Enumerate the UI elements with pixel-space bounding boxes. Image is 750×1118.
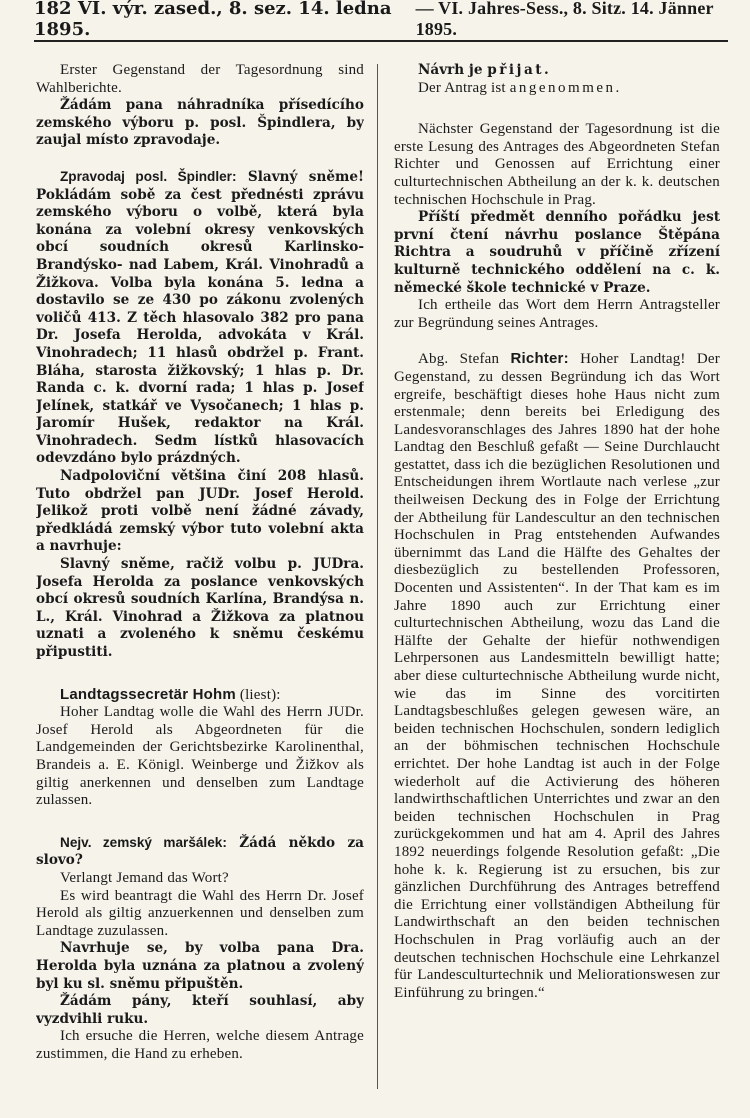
- paragraph: Ich ersuche die Herren, welche diesem Antrage zustimmen, die Hand zu erheben.: [36, 1028, 364, 1062]
- paragraph: Navrhuje se, by volba pana Dra. Herolda byla uznána za platnou a zvolený byl ku sl. sněmu připuštěn.: [36, 940, 364, 992]
- speaker-name: Richter:: [510, 350, 569, 368]
- paragraph: Nadpoloviční většina činí 208 hlasů. Tuto obdržel pan JUDr. Josef Herold. Jelikož proti volbě není žádné závady, předkládá zemský výbor tuto volební akta a navrhuje:: [36, 468, 364, 555]
- speaker-name: Zpravodaj posl. Špindler:: [60, 168, 237, 184]
- paragraph: Nächster Gegenstand der Tagesordnung ist die erste Lesung des Antrages des Abgeordneten Stefan Richter und Genossen auf Errichtung einer culturtechnischen Abtheilung an der k. k. deutschen technischen Hochschule in Prag.: [394, 121, 720, 208]
- paragraph: Hoher Landtag wolle die Wahl des Herrn JUDr. Josef Herold als Abgeordneten für die Landgemeinden der Gerichtsbezirke Karolinenthal, Brandeis a. E. Königl. Weinberge und Žižkov als giltig anerkennen und denselben zum Landtage zulassen.: [36, 704, 364, 809]
- header-czech: 182 VI. výr. zased., 8. sez. 14. ledna 1895.: [34, 0, 392, 40]
- motion-result-czech: Návrh je přijat.: [418, 62, 552, 78]
- paragraph: Ich ertheile das Wort dem Herrn Antragsteller zur Begründung seines Antrages.: [394, 297, 720, 331]
- speech-text: Žádá někdo za slovo?: [36, 834, 364, 869]
- header-german: — VI. Jahres-Sess., 8. Sitz. 14. Jänner 1895.: [415, 0, 714, 39]
- motion-result-german: Der Antrag ist angenommen.: [418, 79, 622, 96]
- paragraph: Žádám pány, kteří souhlasí, aby vyzdvihli ruku.: [36, 993, 364, 1027]
- speech-text: Hoher Landtag! Der Gegenstand, zu dessen Begründung ich das Wort ergreife, beschäftigt dieses hohe Haus nicht zum erstenmale; denn bereits bei Erledigung des Landesvoranschlages des Jahres 1890 hat der hohe Landtag den Beschluß gefaßt — Seine Durchlaucht gestattet, dass ich die bezüglichen Resolutionen und Entscheidungen ihrem Wortlaute nach verlese „zur theilweisen Deckung des in Folge der Errichtung der Abtheilung für Landescultur an den technischen Hochschulen in Prag entstehenden Aufwandes übernimmt das Land die Hälfte des Gehaltes der diesbezüglich zu bestellenden Professoren, Docenten und Assistenten“. In der That kam es im Jahre 1890 auch zur Errichtung einer culturtechnischen Abtheilung, wozu das Land die Hälfte der Gehalte der hiefür nothwendigen Lehrpersonen aus Landesmitteln bewilligt hatte; aber diese culturtechnische Abtheilung wurde nicht, wie das im Sinne des vorcitirten Landtagsbeschlußes gelegen gewesen wäre, an beiden technischen Hochschulen, sondern lediglich an der böhmischen technischen Hochschule errichtet. Der hohe Landtag ist auch in der Folge wiederholt auf die Activierung des höheren landwirthschaftlichen Unterrichtes und zwar an den beiden technischen Hochschulen in Prag zurückgekommen und hat am 4. April des Jahres 1892 neuerdings folgende Resolution gefaßt: „Die hohe k. k. Regierung ist zu ersuchen, bis zur gänzlichen Durchführung des Antrages betreffend die Errichtung einer vollständigen Abtheilung für Landwirthschaft an den beiden technischen Hochschulen in Prag vorläufig auch an der deutschen technischen Hochschule eine Lehrkanzel für Landesculturtechnik und Meliorationswesen zur Einführung zu bringen.“: [394, 351, 720, 1001]
- speaker-paragraph: Abg. Stefan Richter: Hoher Landtag! Der Gegenstand, zu dessen Begründung ich das Wort ergreife, beschäftigt dieses hohe Haus nicht zum erstenmale; denn bereits bei Erledigung des Landesvoranschlages des Jahres 1890 hat der hohe Landtag den Beschluß gefaßt — Seine Durchlaucht gestattet, dass ich die bezüglichen Resolutionen und Entscheidungen ihrem Wortlaute nach verlese „zur theilweisen Deckung des in Folge der Errichtung der Abtheilung für Landescultur an den technischen Hochschulen in Prag entstehenden Aufwandes übernimmt das Land die Hälfte des Gehaltes der diesbezüglich zu bestellenden Professoren, Docenten und Assistenten“. In der That kam es im Jahre 1890 auch zur Errichtung einer culturtechnischen Abtheilung, wozu das Land die Hälfte der Gehalte der hiefür nothwendigen Lehrpersonen aus Landesmitteln bewilligt hatte; aber diese culturtechnische Abtheilung wurde nicht, wie das im Sinne des vorcitirten Landtagsbeschlußes gelegen gewesen wäre, an beiden technischen Hochschulen, sondern lediglich an der böhmischen technischen Hochschule errichtet. Der hohe Landtag ist auch in der Folge wiederholt auf die Activierung des höheren landwirthschaftlichen Unterrichtes und zwar an den beiden technischen Hochschulen in Prag zurückgekommen und hat am 4. April des Jahres 1892 neuerdings folgende Resolution gefaßt: „Die hohe k. k. Regierung ist zu ersuchen, bis zur gänzlichen Durchführung des Antrages betreffend die Errichtung einer vollständigen Abtheilung für Landwirthschaft an den beiden technischen Hochschulen in Prag vorläufig auch an der deutschen technischen Hochschule eine Lehrkanzel für Landesculturtechnik und Meliorationswesen zur Einführung zu bringen.“: [394, 350, 720, 1001]
- column-divider: [377, 64, 378, 1089]
- speaker-name: Landtagssecretär Hohm: [60, 685, 236, 703]
- stage-direction: (liest):: [235, 686, 281, 703]
- paragraph: Slavný sněme, račiž volbu p. JUDra. Josefa Herolda za poslance venkovských obcí okresů soudních Karlína, Brandýsa n. L., Král. Vinohrad a Žižkova za platnou uznati a zvoleného k sněmu českému připustiti.: [36, 556, 364, 660]
- paragraph: Es wird beantragt die Wahl des Herrn Dr. Josef Herold als giltig anzuerkennen und denselben zum Landtage zuzulassen.: [36, 887, 364, 939]
- page-header: [34, 0, 728, 42]
- paragraph: Žádám pana náhradníka přísedícího zemského výboru p. posl. Špindlera, by zaujal místo zpravodaje.: [36, 97, 364, 149]
- left-column: [36, 62, 364, 1108]
- paragraph: Verlangt Jemand das Wort?: [60, 869, 229, 886]
- speaker-paragraph: [36, 834, 364, 870]
- right-column: [394, 62, 720, 1108]
- speaker-paragraph: [36, 168, 364, 468]
- paragraph: Příští předmět denního pořádku jest první čtení návrhu poslance Štěpána Richtra a soudruhů v příčině zřízení kulturně technického oddělení na c. k. německé škole technické v Praze.: [394, 209, 720, 296]
- speech-text: Slavný sněme! Pokládám sobě za čest přednésti zprávu zemského výboru o volbě, která byla konána za volební okresy venkovských obcí soudních okresů Karlinsko-Brandýsko- nad Labem, Král. Vinohradů a Žižkova. Volba byla konána 5. ledna a dostavilo se ze 430 po zákonu zvolených voličů 413. Z těch hlasovalo 382 pro pana Dr. Josefa Herolda, advokáta v Král. Vinohradech; 11 hlasů obdržel p. Frant. Bláha, starosta žižkovský; 1 hlas p. Dr. Randa c. k. dvorní rada; 1 hlas p. Josef Jelínek, statkář ve Vysočanech; 1 hlas p. Jaromír Hušek, redaktor na Král. Vinohradech. Sedm lístků hlasovacích odevzdáno bylo prázdných.: [36, 168, 364, 467]
- paragraph: Erster Gegenstand der Tagesordnung sind Wahlberichte.: [36, 62, 364, 96]
- speaker-name: Nejv. zemský maršálek:: [60, 834, 227, 850]
- speaker-paragraph: [36, 686, 364, 705]
